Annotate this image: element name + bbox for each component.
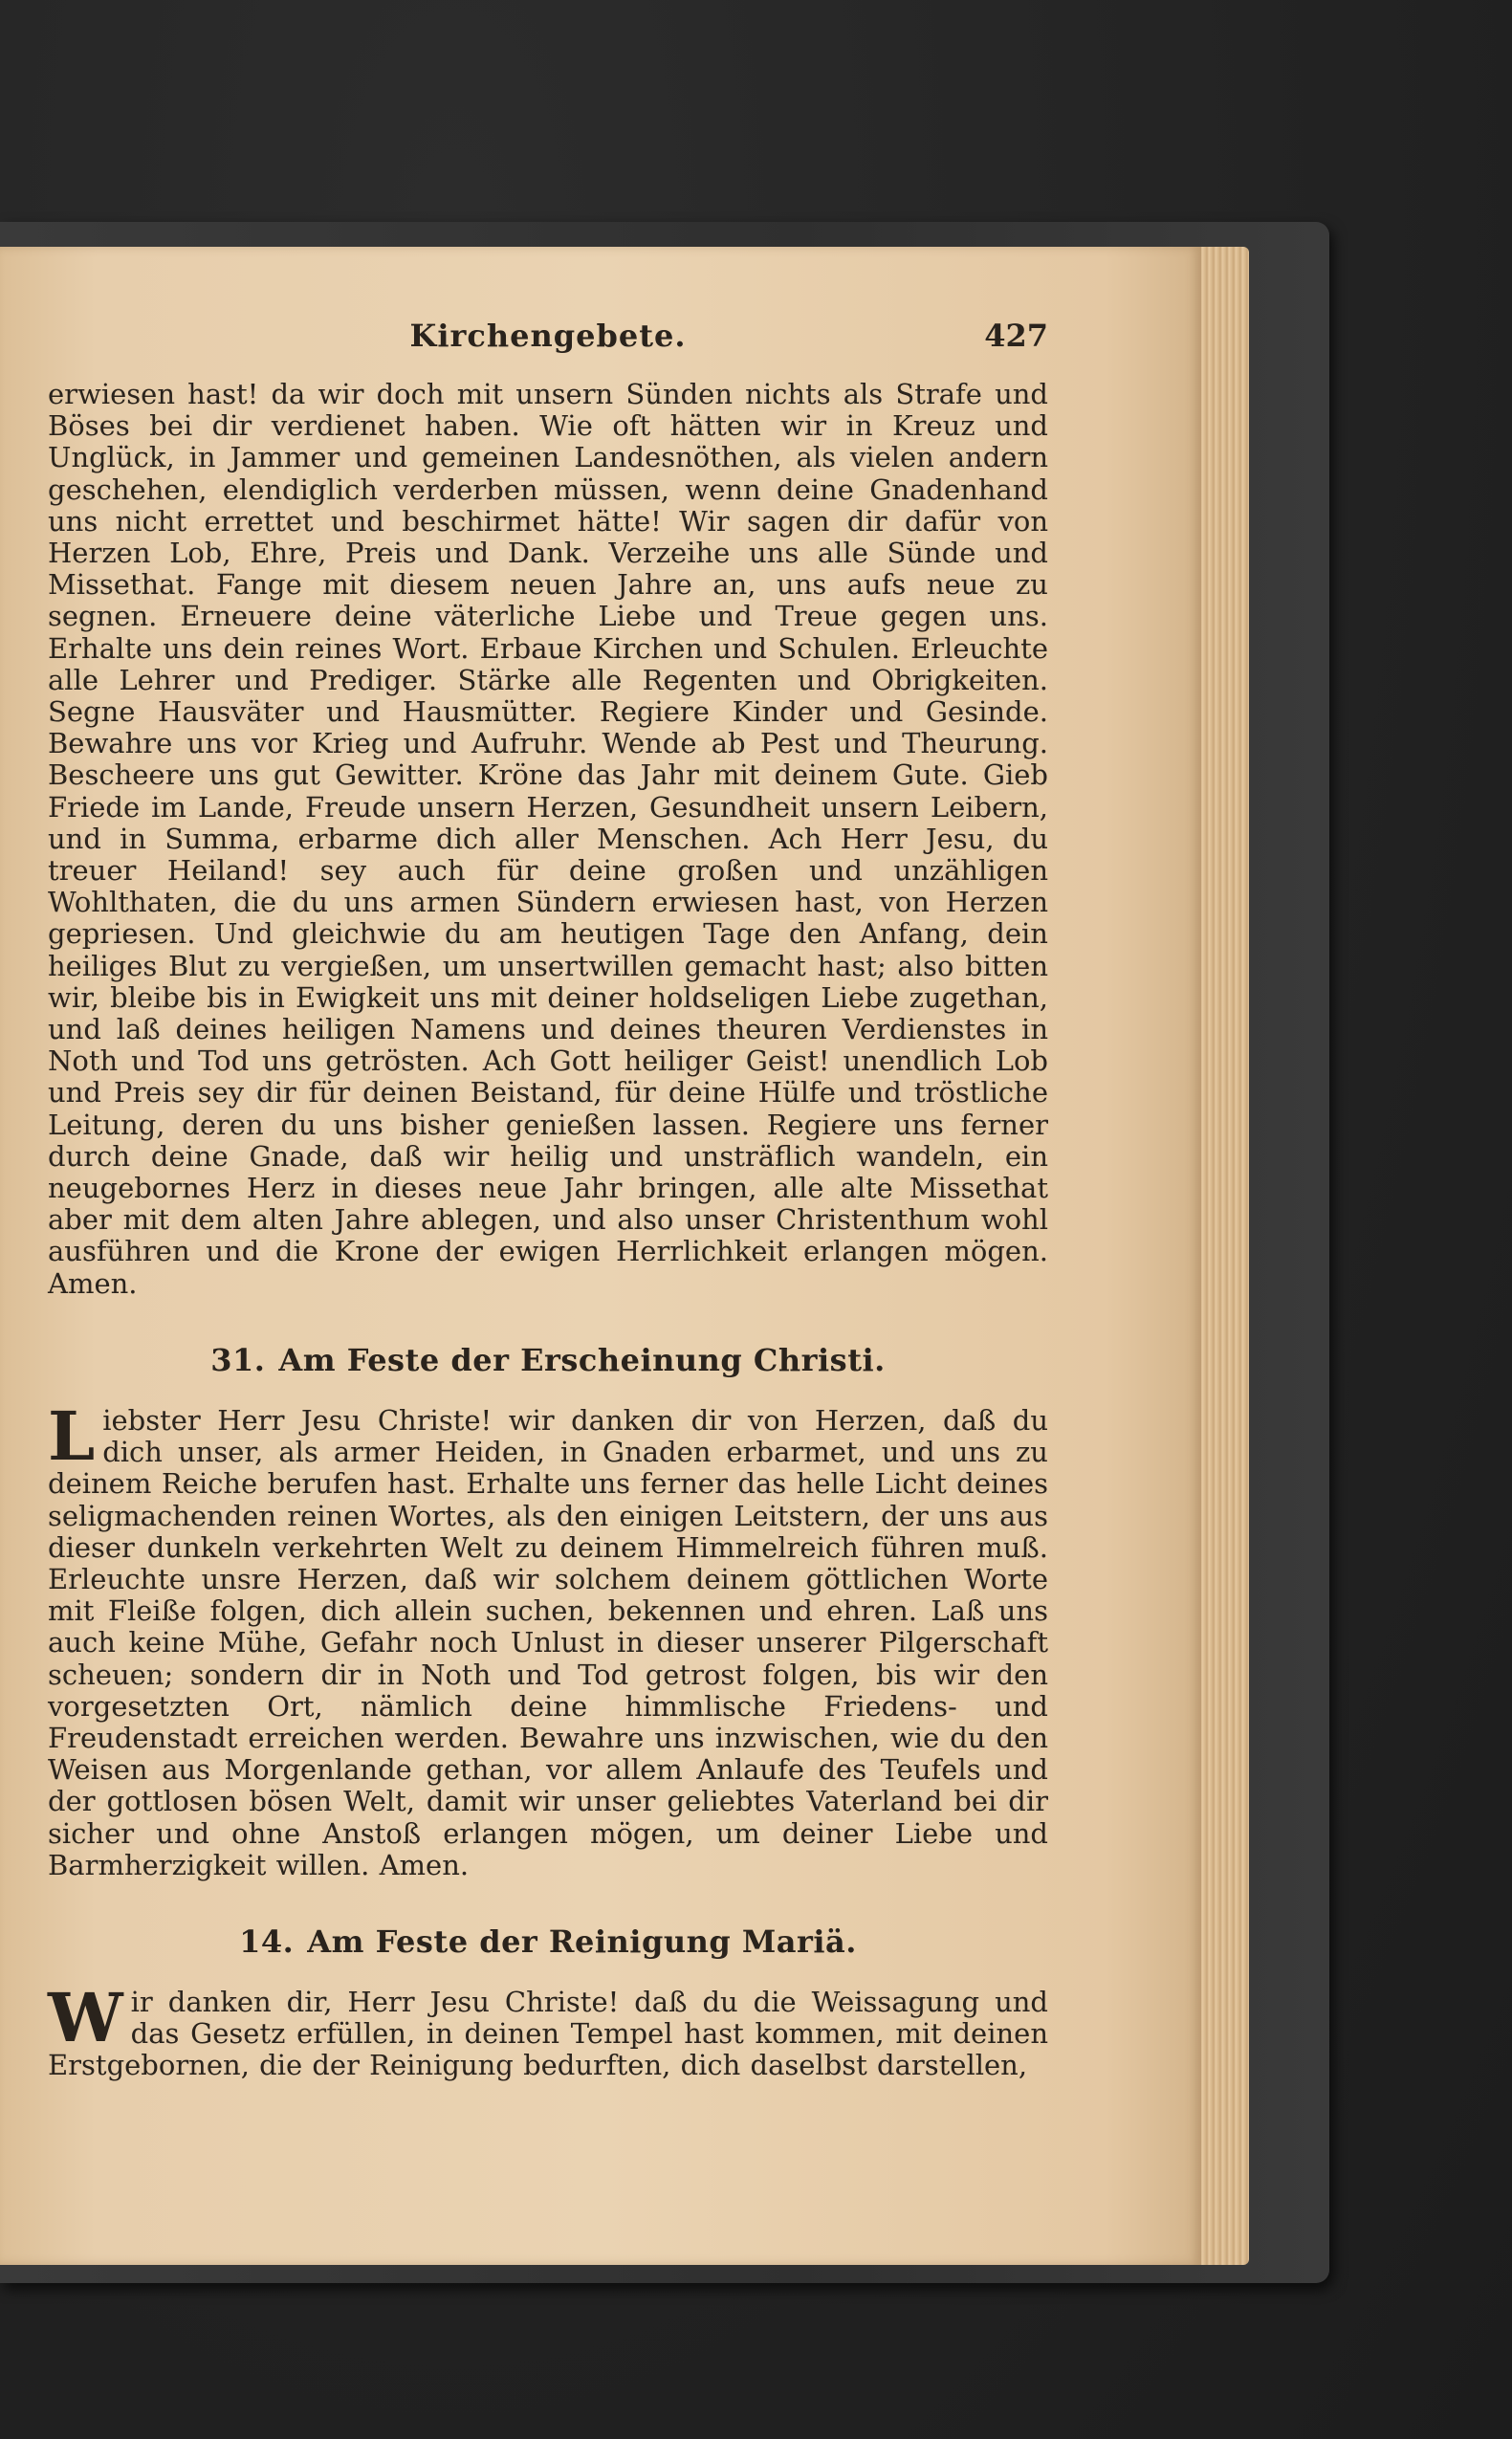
- prayer-heading-epiphany: [48, 1342, 1048, 1378]
- prayer-number: 14.: [239, 1923, 295, 1960]
- prayer-purification-text: ir danken dir, Herr Jesu Christe! daß du die Weissagung und das Gesetz erfüllen, in deinen Tempel hast kommen, mit deinen Erstgebornen, die der Reinigung bedurften, dich daselbst darstellen,: [48, 1985, 1048, 2082]
- prayer-purification-paragraph: [48, 1977, 1048, 2082]
- prayer-title: Am Feste der Erscheinung Christi.: [278, 1341, 886, 1378]
- drop-cap-initial: W: [48, 1977, 123, 2057]
- prayer-epiphany-text: iebster Herr Jesu Christe! wir danken dir von Herzen, daß du dich unser, als armer Heiden, in Gnaden erbarmet, und uns zu deinem Reiche berufen hast. Erhalte uns ferner das helle Licht deines seligmachenden reinen Wortes, als den einigen Leitstern, der uns aus dieser dunkeln verkehrten Welt zu deinem Himmelreich führen muß. Erleuchte unsre Herzen, daß wir solchem deinem göttlichen Worte mit Fleiße folgen, dich allein suchen, bekennen und ehren. Laß uns auch keine Mühe, Gefahr noch Unlust in dieser unserer Pilgerschaft scheuen; sondern dir in Noth und Tod getrost folgen, bis wir den vorgesetzten Ort, nämlich deine himmlische Friedens- und Freudenstadt erreichen werden. Bewahre uns inzwischen, wie du den Weisen aus Morgenlande gethan, vor allem Anlaufe des Teufels und der gottlosen bösen Welt, damit wir unser geliebtes Vaterland bei dir sicher und ohne Anstoß erlangen mögen, um deiner Liebe und Barmherzigkeit willen. Amen.: [48, 1403, 1048, 1881]
- prayer-number: 31.: [210, 1341, 266, 1378]
- page-number: 427: [984, 318, 1048, 354]
- drop-cap-initial: L: [48, 1395, 96, 1476]
- prayer-title: Am Feste der Reinigung Mariä.: [307, 1923, 857, 1960]
- book-page: [0, 247, 1201, 2265]
- running-title: Kirchengebete.: [409, 318, 687, 354]
- page-content: [48, 314, 1048, 2082]
- prayer-heading-purification: [48, 1923, 1048, 1960]
- prayer-epiphany-paragraph: [48, 1395, 1048, 1881]
- running-header: [48, 314, 1048, 362]
- prayer-continuation-paragraph: erwiesen hast! da wir doch mit unsern Sünden nichts als Strafe und Böses bei dir verdienet haben. Wie oft hätten wir in Kreuz und Unglück, in Jammer und gemeinen Landesnöthen, als vielen andern geschehen, elendiglich verderben müssen, wenn deine Gnadenhand uns nicht errettet und beschirmet hätte! Wir sagen dir dafür von Herzen Lob, Ehre, Preis und Dank. Verzeihe uns alle Sünde und Missethat. Fange mit diesem neuen Jahre an, uns aufs neue zu segnen. Erneuere deine väterliche Liebe und Treue gegen uns. Erhalte uns dein reines Wort. Erbaue Kirchen und Schulen. Erleuchte alle Lehrer und Prediger. Stärke alle Regenten und Obrigkeiten. Segne Hausväter und Hausmütter. Regiere Kinder und Gesinde. Bewahre uns vor Krieg und Aufruhr. Wende ab Pest und Theurung. Bescheere uns gut Gewitter. Kröne das Jahr mit deinem Gute. Gieb Friede im Lande, Freude unsern Herzen, Gesundheit unsern Leibern, und in Summa, erbarme dich aller Menschen. Ach Herr Jesu, du treuer Heiland! sey auch für deine großen und unzähligen Wohlthaten, die du uns armen Sündern erwiesen hast, von Herzen gepriesen. Und gleichwie du am heutigen Tage den Anfang, dein heiliges Blut zu vergießen, um unsertwillen gemacht hast; also bitten wir, bleibe bis in Ewigkeit uns mit deiner holdseligen Liebe zugethan, und laß deines heiligen Namens und deines theuren Verdienstes in Noth und Tod uns getrösten. Ach Gott heiliger Geist! unendlich Lob und Preis sey dir für deinen Beistand, für deine Hülfe und tröstliche Leitung, deren du uns bisher genießen lassen. Regiere uns ferner durch deine Gnade, daß wir heilig und unsträflich wandeln, ein neugebornes Herz in dieses neue Jahr bringen, alle alte Missethat aber mit dem alten Jahre ablegen, und also unser Christenthum wohl ausführen und die Krone der ewigen Herrlichkeit erlangen mögen. Amen.: [48, 378, 1048, 1300]
